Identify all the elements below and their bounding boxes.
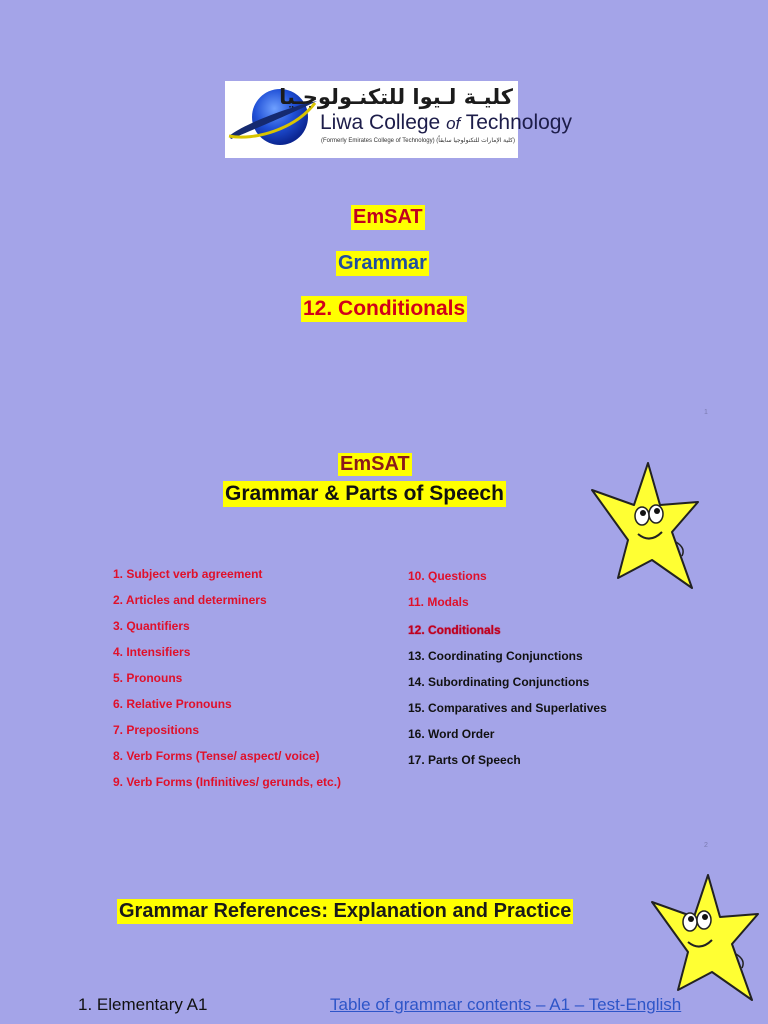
reference-item-1: 1. Elementary A1 <box>78 995 208 1014</box>
logo-english-part2: Technology <box>460 111 572 134</box>
slide1-topic: 12. Conditionals <box>303 297 466 320</box>
list-item-4: 4. Intensifiers <box>113 645 191 659</box>
logo-english-name <box>320 111 572 135</box>
list-item-5: 5. Pronouns <box>113 671 183 685</box>
slide3-heading: Grammar References: Explanation and Practice <box>119 900 572 922</box>
list-item-1: 1. Subject verb agreement <box>113 567 263 581</box>
slide1-title: EmSAT <box>353 206 423 228</box>
list-item-17: 17. Parts Of Speech <box>408 753 521 767</box>
slide2-heading: Grammar & Parts of Speech <box>225 482 504 505</box>
college-logo <box>225 81 572 158</box>
slide1-subject: Grammar <box>338 252 427 274</box>
list-item-15: 15. Comparatives and Superlatives <box>408 701 607 715</box>
logo-english-part1: Liwa College <box>320 111 447 134</box>
list-item-13: 13. Coordinating Conjunctions <box>408 649 583 663</box>
list-item-3: 3. Quantifiers <box>113 619 190 633</box>
list-item-9: 9. Verb Forms (Infinitives/ gerunds, etc.) <box>113 775 342 789</box>
list-item-8: 8. Verb Forms (Tense/ aspect/ voice) <box>113 749 320 763</box>
star-mascot-icon <box>590 460 700 600</box>
star-mascot-icon-2 <box>650 872 760 1012</box>
page-number-1: 1 <box>704 409 708 416</box>
list-item-10: 10. Questions <box>408 569 487 583</box>
list-item-7: 7. Prepositions <box>113 723 200 737</box>
slide2-title: EmSAT <box>340 453 410 475</box>
page-number-2: 2 <box>704 842 708 849</box>
list-item-12-current: 12. Conditionals <box>408 623 501 637</box>
list-item-11: 11. Modals <box>408 595 469 609</box>
logo-arabic-name: كليـة لـيوا للتكنـولوجـيا <box>279 85 513 109</box>
logo-english-of: of <box>446 114 461 133</box>
list-item-2: 2. Articles and determiners <box>113 593 267 607</box>
list-item-6: 6. Relative Pronouns <box>113 697 232 711</box>
logo-subtitle: (Formerly Emirates College of Technology) (كلية الإمارات للتكنولوجيا سابقاً) <box>321 138 515 144</box>
list-item-14: 14. Subordinating Conjunctions <box>408 675 590 689</box>
grammar-contents-link[interactable]: Table of grammar contents – A1 – Test-English <box>330 995 682 1014</box>
list-item-16: 16. Word Order <box>408 727 495 741</box>
